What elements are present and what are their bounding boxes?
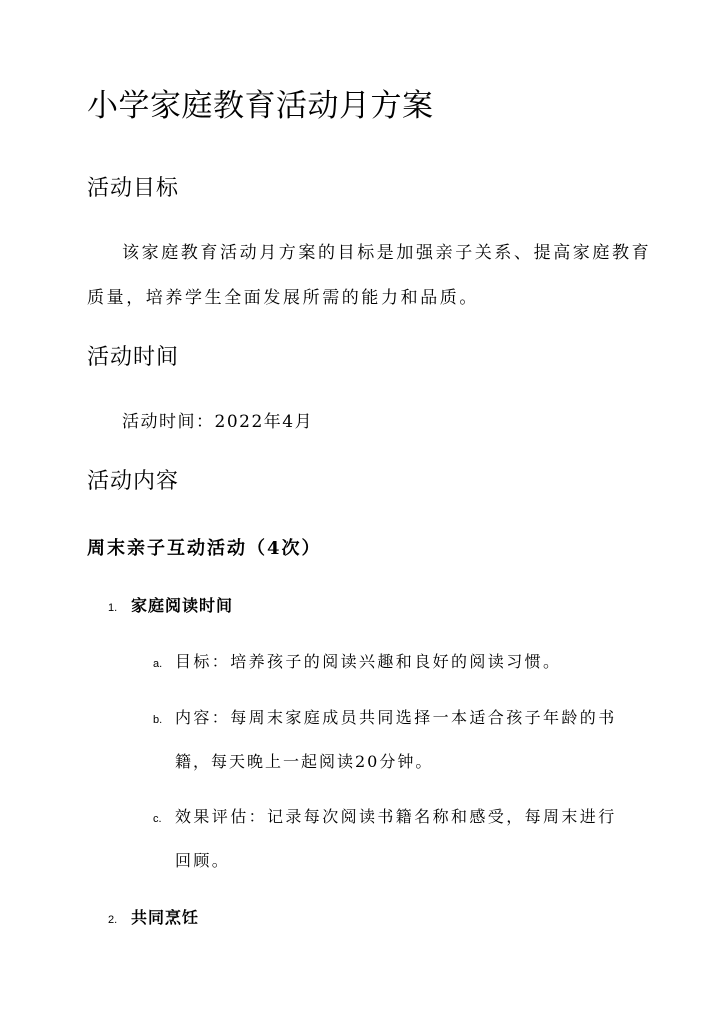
sub-item-c-line-1: 效果评估：记录每次阅读书籍名称和感受，每周末进行 — [175, 807, 617, 826]
sub-item-b-line-1: 内容：每周末家庭成员共同选择一本适合孩子年龄的书 — [175, 708, 617, 727]
sub-item-c-line-2: 回顾。 — [175, 851, 231, 870]
document-title: 小学家庭教育活动月方案 — [87, 88, 434, 124]
sub-item-b-line-2: 籍，每天晚上一起阅读20分钟。 — [175, 752, 434, 771]
content-subheading: 周末亲子互动活动（4次） — [87, 538, 322, 559]
section-heading-time: 活动时间 — [87, 345, 180, 370]
sub-item-marker-a: a. — [153, 658, 163, 670]
list-item-title-2: 共同烹饪 — [131, 908, 200, 927]
section-heading-content: 活动内容 — [87, 469, 180, 494]
section-heading-goal: 活动目标 — [87, 176, 180, 201]
list-item-title-1: 家庭阅读时间 — [131, 596, 234, 615]
sub-item-a-line-1: 目标：培养孩子的阅读兴趣和良好的阅读习惯。 — [175, 652, 562, 671]
sub-item-marker-b: b. — [153, 714, 163, 726]
list-item-number-2: 2. — [108, 914, 118, 926]
time-text: 活动时间：2022年4月 — [122, 412, 314, 432]
sub-item-marker-c: c. — [153, 813, 162, 825]
goal-paragraph-line-2: 质量，培养学生全面发展所需的能力和品质。 — [87, 288, 479, 308]
goal-paragraph-line-1: 该家庭教育活动月方案的目标是加强亲子关系、提高家庭教育 — [122, 243, 652, 263]
list-item-number-1: 1. — [108, 602, 118, 614]
